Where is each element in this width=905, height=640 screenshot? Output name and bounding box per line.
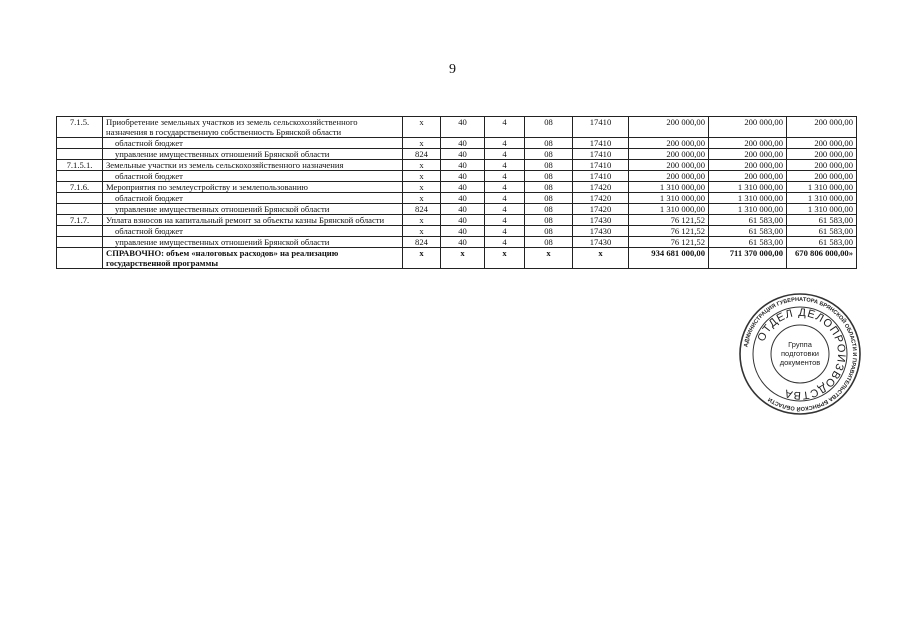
cell-c3: 4: [485, 237, 525, 248]
cell-c2: 40: [441, 237, 485, 248]
cell-c1: х: [403, 226, 441, 237]
cell-v1: 1 310 000,00: [629, 193, 709, 204]
cell-code: 7.1.5.1.: [57, 160, 103, 171]
page-number: 9: [449, 62, 456, 77]
cell-v1: 76 121,52: [629, 215, 709, 226]
cell-v2: 61 583,00: [709, 237, 787, 248]
cell-c3: 4: [485, 171, 525, 182]
cell-code: [57, 248, 103, 269]
table-row: [57, 171, 857, 182]
cell-c2: 40: [441, 117, 485, 138]
cell-v2: 200 000,00: [709, 117, 787, 138]
cell-v1: 1 310 000,00: [629, 182, 709, 193]
cell-c1: х: [403, 182, 441, 193]
cell-v2: 1 310 000,00: [709, 193, 787, 204]
cell-c2: 40: [441, 149, 485, 160]
cell-c4: 08: [525, 182, 573, 193]
cell-c5: 17410: [573, 117, 629, 138]
cell-v2: 1 310 000,00: [709, 182, 787, 193]
cell-name: Земельные участки из земель сельскохозяйственного назначения: [103, 160, 403, 171]
cell-name: областной бюджет: [103, 226, 403, 237]
cell-name: управление имущественных отношений Брянской области: [103, 237, 403, 248]
cell-v3: 670 806 000,00»: [787, 248, 857, 269]
table-row: [57, 138, 857, 149]
cell-name: Уплата взносов на капитальный ремонт за объекты казны Брянской области: [103, 215, 403, 226]
cell-c5: 17410: [573, 171, 629, 182]
cell-name: областной бюджет: [103, 171, 403, 182]
cell-v2: 61 583,00: [709, 226, 787, 237]
cell-v3: 200 000,00: [787, 171, 857, 182]
cell-v1: 200 000,00: [629, 117, 709, 138]
cell-c1: х: [403, 248, 441, 269]
cell-c3: 4: [485, 117, 525, 138]
cell-c4: 08: [525, 149, 573, 160]
cell-c1: х: [403, 117, 441, 138]
cell-c3: 4: [485, 138, 525, 149]
cell-v1: 76 121,52: [629, 237, 709, 248]
cell-name: областной бюджет: [103, 193, 403, 204]
cell-v2: 200 000,00: [709, 149, 787, 160]
cell-v2: 200 000,00: [709, 160, 787, 171]
cell-c5: 17410: [573, 138, 629, 149]
table-row: [57, 226, 857, 237]
cell-v3: 1 310 000,00: [787, 204, 857, 215]
table-row: [57, 149, 857, 160]
cell-code: [57, 204, 103, 215]
cell-name: управление имущественных отношений Брянской области: [103, 149, 403, 160]
cell-v3: 200 000,00: [787, 117, 857, 138]
cell-c3: х: [485, 248, 525, 269]
table-row: [57, 193, 857, 204]
cell-c5: 17420: [573, 204, 629, 215]
cell-name: областной бюджет: [103, 138, 403, 149]
cell-v1: 200 000,00: [629, 160, 709, 171]
cell-v2: 1 310 000,00: [709, 204, 787, 215]
cell-c2: 40: [441, 204, 485, 215]
table-row: [57, 204, 857, 215]
cell-c4: х: [525, 248, 573, 269]
cell-c2: 40: [441, 160, 485, 171]
cell-code: [57, 171, 103, 182]
cell-c4: 08: [525, 226, 573, 237]
cell-c1: х: [403, 171, 441, 182]
cell-c4: 08: [525, 160, 573, 171]
cell-c5: 17410: [573, 149, 629, 160]
cell-v1: 200 000,00: [629, 138, 709, 149]
cell-c1: 824: [403, 237, 441, 248]
cell-c1: х: [403, 160, 441, 171]
cell-code: 7.1.7.: [57, 215, 103, 226]
cell-c2: х: [441, 248, 485, 269]
cell-c2: 40: [441, 215, 485, 226]
cell-code: [57, 149, 103, 160]
stamp-center-line3: документов: [779, 358, 821, 367]
cell-v3: 200 000,00: [787, 138, 857, 149]
cell-v3: 1 310 000,00: [787, 182, 857, 193]
cell-code: [57, 226, 103, 237]
cell-c3: 4: [485, 226, 525, 237]
cell-code: [57, 237, 103, 248]
stamp-inner-ring-text: ОТДЕЛ ДЕЛОПРОИЗВОДСТВА: [755, 306, 848, 402]
cell-c2: 40: [441, 193, 485, 204]
cell-c2: 40: [441, 226, 485, 237]
cell-c5: 17430: [573, 237, 629, 248]
cell-v3: 1 310 000,00: [787, 193, 857, 204]
cell-v3: 61 583,00: [787, 215, 857, 226]
cell-c4: 08: [525, 204, 573, 215]
cell-name: СПРАВОЧНО: объем «налоговых расходов» на реализацию государственной программы: [103, 248, 403, 269]
cell-c2: 40: [441, 171, 485, 182]
cell-v1: 76 121,52: [629, 226, 709, 237]
table-row: [57, 182, 857, 193]
cell-c1: х: [403, 215, 441, 226]
table-row: [57, 237, 857, 248]
cell-v2: 200 000,00: [709, 138, 787, 149]
cell-v2: 61 583,00: [709, 215, 787, 226]
cell-c5: х: [573, 248, 629, 269]
cell-v1: 934 681 000,00: [629, 248, 709, 269]
cell-c2: 40: [441, 182, 485, 193]
cell-c4: 08: [525, 237, 573, 248]
cell-name: Приобретение земельных участков из земель сельскохозяйственного назначения в государственную собственность Брянской области: [103, 117, 403, 138]
table-row: [57, 160, 857, 171]
cell-v3: 61 583,00: [787, 237, 857, 248]
cell-v1: 1 310 000,00: [629, 204, 709, 215]
cell-c5: 17410: [573, 160, 629, 171]
cell-name: управление имущественных отношений Брянской области: [103, 204, 403, 215]
cell-c1: х: [403, 193, 441, 204]
cell-code: 7.1.6.: [57, 182, 103, 193]
cell-v2: 200 000,00: [709, 171, 787, 182]
cell-v1: 200 000,00: [629, 171, 709, 182]
cell-c3: 4: [485, 193, 525, 204]
table-row: [57, 215, 857, 226]
cell-c5: 17430: [573, 226, 629, 237]
cell-c4: 08: [525, 138, 573, 149]
cell-c1: х: [403, 138, 441, 149]
cell-c3: 4: [485, 204, 525, 215]
cell-c1: 824: [403, 204, 441, 215]
cell-v1: 200 000,00: [629, 149, 709, 160]
cell-v3: 61 583,00: [787, 226, 857, 237]
cell-c3: 4: [485, 149, 525, 160]
stamp-center-line2: подготовки: [781, 349, 819, 358]
budget-table: [56, 116, 857, 269]
cell-c3: 4: [485, 215, 525, 226]
cell-c5: 17420: [573, 182, 629, 193]
cell-c4: 08: [525, 117, 573, 138]
cell-code: [57, 193, 103, 204]
cell-v3: 200 000,00: [787, 160, 857, 171]
cell-c4: 08: [525, 193, 573, 204]
stamp-center-line1: Группа: [788, 340, 812, 349]
table-row: [57, 248, 857, 269]
cell-name: Мероприятия по землеустройству и землепользованию: [103, 182, 403, 193]
cell-c5: 17420: [573, 193, 629, 204]
cell-c3: 4: [485, 182, 525, 193]
table-row: [57, 117, 857, 138]
cell-c4: 08: [525, 171, 573, 182]
stamp-ring-text: АДМИНИСТРАЦИЯ ГУБЕРНАТОРА БРЯНСКОЙ ОБЛАСТИ И ПРАВИТЕЛЬСТВА БРЯНСКОЙ ОБЛАСТИ: [743, 296, 858, 412]
cell-v3: 200 000,00: [787, 149, 857, 160]
cell-c1: 824: [403, 149, 441, 160]
cell-c3: 4: [485, 160, 525, 171]
cell-code: [57, 138, 103, 149]
cell-c2: 40: [441, 138, 485, 149]
official-stamp: [738, 292, 862, 416]
cell-code: 7.1.5.: [57, 117, 103, 138]
cell-c4: 08: [525, 215, 573, 226]
cell-v2: 711 370 000,00: [709, 248, 787, 269]
cell-c5: 17430: [573, 215, 629, 226]
